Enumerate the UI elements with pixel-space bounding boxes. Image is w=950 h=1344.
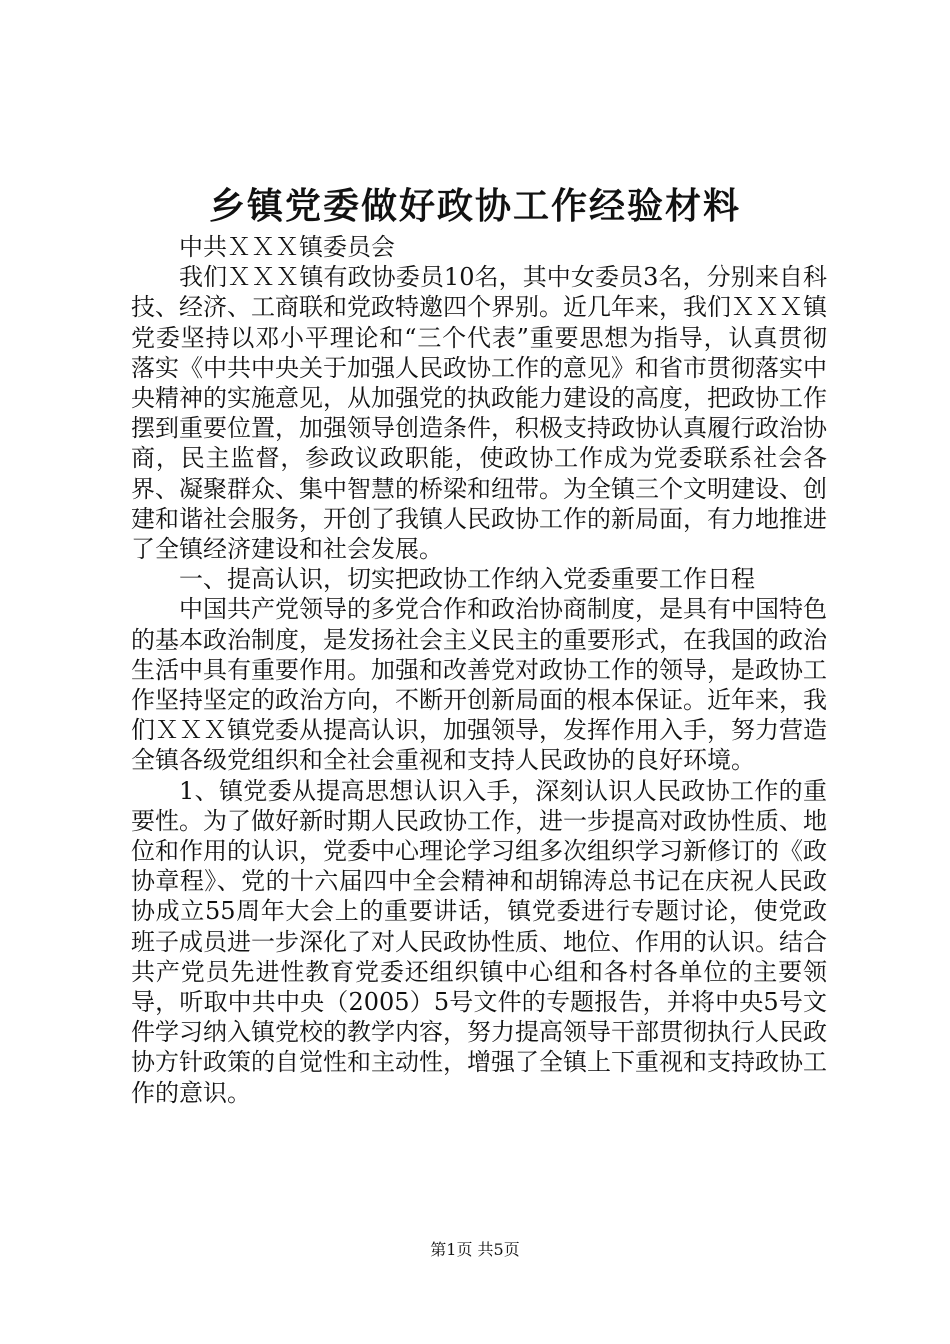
page-footer: 第1页 共5页	[430, 1240, 520, 1259]
paragraph-item-1: 1、镇党委从提高思想认识入手，深刻认识人民政协工作的重要性。为了做好新时期人民政协工作，进一步提高对政协性质、地位和作用的认识，党委中心理论学习组多次组织学习新修订的《政协章程》、党的十六届四中全会精神和胡锦涛总书记在庆祝人民政协成立55周年大会上的重要讲话，镇党委进行专题讨论，使党政班子成员进一步深化了对人民政协性质、地位、作用的认识。结合共产党员先进性教育党委还组织镇中心组和各村各单位的主要领导，听取中共中央（2005）5号文件的专题报告，并将中央5号文件学习纳入镇党校的教学内容，努力提高领导干部贯彻执行人民政协方针政策的自觉性和主动性，增强了全镇上下重视和支持政协工作的意识。	[131, 776, 827, 1107]
section-heading: 一、提高认识，切实把政协工作纳入党委重要工作日程	[179, 565, 755, 594]
paragraph-section-1: 中国共产党领导的多党合作和政治协商制度，是具有中国特色的基本政治制度，是发扬社会主义民主的重要形式，在我国的政治生活中具有重要作用。加强和改善党对政协工作的领导，是政协工作坚持坚定的政治方向，不断开创新局面的根本保证。近年来，我们ＸＸＸ镇党委从提高认识，加强领导，发挥作用入手，努力营造全镇各级党组织和全社会重视和支持人民政协的良好环境。	[131, 595, 827, 775]
author-line: 中共ＸＸＸ镇委员会	[179, 233, 395, 261]
paragraph-intro: 我们ＸＸＸ镇有政协委员10名，其中女委员3名，分别来自科技、经济、工商联和党政特邀四个界别。近几年来，我们ＸＸＸ镇党委坚持以邓小平理论和“三个代表”重要思想为指导，认真贯彻落实《中共中央关于加强人民政协工作的意见》和省市贯彻落实中央精神的实施意见，从加强党的执政能力建设的高度，把政协工作摆到重要位置，加强领导创造条件，积极支持政协认真履行政治协商，民主监督，参政议政职能，使政协工作成为党委联系社会各界、凝聚群众、集中智慧的桥梁和纽带。为全镇三个文明建设、创建和谐社会服务，开创了我镇人民政协工作的新局面，有力地推进了全镇经济建设和社会发展。	[131, 263, 827, 564]
document-body	[131, 232, 827, 1108]
document-title: 乡镇党委做好政协工作经验材料	[208, 186, 741, 227]
